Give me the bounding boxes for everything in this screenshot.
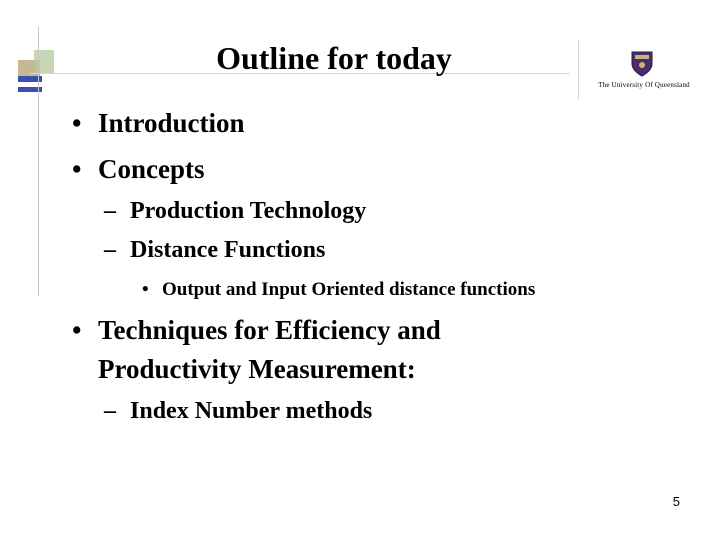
sub-bullet-marker: – [104, 237, 116, 263]
bullet-marker: • [72, 315, 82, 345]
page-number: 5 [672, 494, 680, 509]
crest-icon [630, 50, 654, 78]
sub-bullet-index-number-methods: Index Number methods [130, 398, 373, 424]
logo-text: The University Of Queensland [598, 81, 690, 89]
sub-bullet-distance-functions: Distance Functions [130, 237, 326, 263]
sub-bullet-production-technology: Production Technology [130, 198, 367, 224]
sub-bullet-marker: – [104, 398, 116, 424]
bullet-concepts: Concepts [98, 154, 205, 184]
sub-sub-bullet-oriented-distance: Output and Input Oriented distance functions [162, 279, 536, 300]
bullet-techniques-line2: Productivity Measurement: [98, 354, 416, 384]
sub-bullet-marker: – [104, 198, 116, 224]
bullet-techniques-line1: Techniques for Efficiency and [98, 315, 441, 345]
bullet-marker: • [72, 108, 82, 138]
slide-title: Outline for today [216, 40, 452, 76]
bullet-introduction: Introduction [98, 108, 245, 138]
university-logo [588, 50, 700, 96]
sub-sub-bullet-marker: • [142, 279, 149, 300]
bullet-marker: • [72, 154, 82, 184]
